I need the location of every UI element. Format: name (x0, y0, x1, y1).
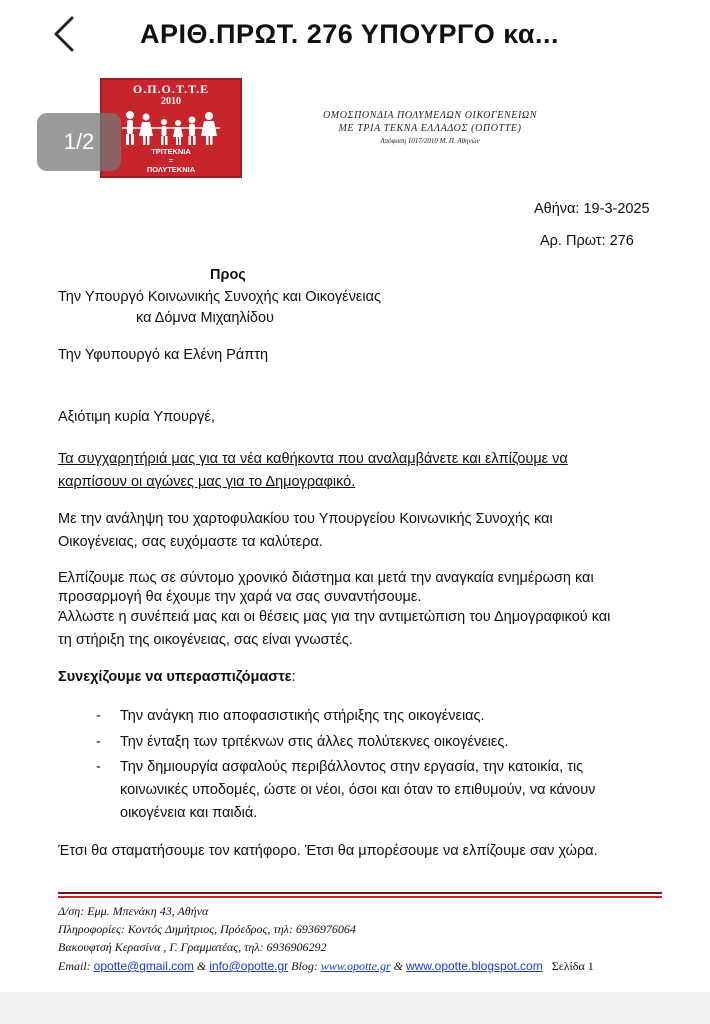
footer-secretary: Βακουφτσή Κερασίνα , Γ. Γραμματέας, τηλ: 6936906292 (58, 940, 327, 954)
page-title: ΑΡΙΘ.ΠΡΩΤ. 276 ΥΠΟΥΡΓΟ κα... (140, 19, 560, 49)
bullet-2: Την ένταξη των τριτέκνων στις άλλες πολύτεκνες οικογένειες. (120, 734, 509, 750)
paragraph-3-line-2: προσαρμογή θα έχουμε την χαρά να σας συναντήσουμε. (58, 589, 422, 605)
paragraph-2-line-1: Με την ανάληψη του χαρτοφυλακίου του Υπουργείου Κοινωνικής Συνοχής και (58, 511, 553, 527)
logo-year: 2010 (161, 96, 181, 107)
bullet-3-line-1: Την δημιουργία ασφαλούς περιβάλλοντος στην εργασία, την κατοικία, τις (120, 759, 584, 775)
protocol-number: Αρ. Πρωτ: 276 (540, 233, 634, 249)
logo-name: Ο.Π.Ο.Τ.Τ.Ε (132, 82, 210, 96)
section-heading-text: Συνεχίζουμε να υπερασπιζόμαστε (58, 669, 292, 685)
organization-logo (100, 78, 242, 178)
org-line-3: Απόφαση 1017/2010 Μ. Π. Αθηνών (380, 137, 480, 145)
organization-heading (270, 110, 590, 145)
blog-link-1[interactable]: www.opotte.gr (320, 959, 391, 973)
footer-info: Πληροφορίες: Κοντός Δημήτριος, Πρόεδρος, τηλ: 6936976064 (58, 922, 356, 936)
org-line-2: ΜΕ ΤΡΙΑ ΤΕΚΝΑ ΕΛΛΑΔΟΣ (ΟΠΟΤΤΕ) (338, 123, 522, 134)
org-line-1: ΟΜΟΣΠΟΝΔΙΑ ΠΟΛΥΜΕΛΩΝ ΟΙΚΟΓΕΝΕΙΩΝ (322, 110, 538, 121)
to-label: Προς (210, 267, 246, 283)
bullet-mark: - (96, 734, 101, 750)
paragraph-1-line-1: Τα συγχαρητήριά μας για τα νέα καθήκοντα που αναλαμβάνετε και ελπίζουμε να (58, 451, 568, 467)
family-icon (116, 108, 226, 146)
logo-line-2: = (168, 156, 174, 165)
bottom-strip (0, 992, 710, 1024)
bullet-1: Την ανάγκη πιο αποφασιστικής στήριξης της οικογένειας. (120, 708, 485, 724)
page-indicator: 1/2 (37, 113, 121, 171)
salutation: Αξιότιμη κυρία Υπουργέ, (58, 409, 215, 425)
footer-divider (58, 892, 662, 894)
paragraph-1-line-2: καρπίσουν οι αγώνες μας για το Δημογραφικό. (58, 474, 356, 490)
bullet-3-line-2: κοινωνικές υποδομές, ώστε οι νέοι, όσοι και όταν το επιθυμούν, να κάνουν (120, 782, 596, 798)
paragraph-3-line-3: Άλλωστε η συνέπειά μας και οι θέσεις μας για την αντιμετώπιση του Δημογραφικού και (58, 609, 611, 625)
recipient-2: Την Υφυπουργό κα Ελένη Ράπτη (58, 347, 269, 363)
ampersand: & (393, 959, 403, 973)
chevron-left-icon (52, 15, 76, 53)
blog-link-2[interactable]: www.opotte.blogspot.com (405, 959, 543, 973)
ampersand: & (196, 959, 207, 973)
email-label: Email: (58, 959, 91, 973)
closing-line: Έτσι θα σταματήσουμε τον κατήφορο. Έτσι θα μπορέσουμε να ελπίζουμε σαν χώρα. (58, 843, 598, 859)
email-link-1[interactable]: opotte@gmail.com (93, 959, 194, 973)
footer-contact-row (58, 959, 662, 974)
top-bar (0, 0, 710, 70)
section-heading (58, 666, 668, 689)
recipient-1: Την Υπουργό Κοινωνικής Συνοχής και Οικογένειας (58, 289, 381, 305)
paragraph-2-line-2: Οικογένειας, σας ευχόμαστε τα καλύτερα. (58, 534, 323, 550)
bullet-3-line-3: οικογένεια και παιδιά. (120, 805, 258, 821)
back-button[interactable] (42, 12, 86, 56)
bullet-mark: - (96, 708, 101, 724)
paragraph-3-line-4: τη στήριξη της οικογένειας, σας είναι γνωστές. (58, 632, 353, 648)
blog-label: Blog: (291, 959, 318, 973)
letter-date: Αθήνα: 19-3-2025 (534, 201, 650, 217)
page-number: Σελίδα 1 (551, 959, 594, 973)
logo-line-3: ΠΟΛΥΤΕΚΝΙΑ (146, 165, 196, 174)
logo-line-1: ΤΡΙΤΕΚΝΙΑ (151, 147, 191, 156)
email-link-2[interactable]: info@opotte.gr (209, 959, 289, 973)
paragraph-3-line-1: Ελπίζουμε πως σε σύντομο χρονικό διάστημα και μετά την αναγκαία ενημέρωση και (58, 570, 594, 586)
recipient-1-name: κα Δόμνα Μιχαηλίδου (136, 310, 274, 326)
footer-address: Δ/ση: Εμμ. Μπενάκη 43, Αθήνα (58, 904, 209, 918)
section-heading-colon: : (291, 669, 296, 685)
footer-divider (58, 896, 662, 898)
bullet-mark: - (96, 759, 101, 775)
